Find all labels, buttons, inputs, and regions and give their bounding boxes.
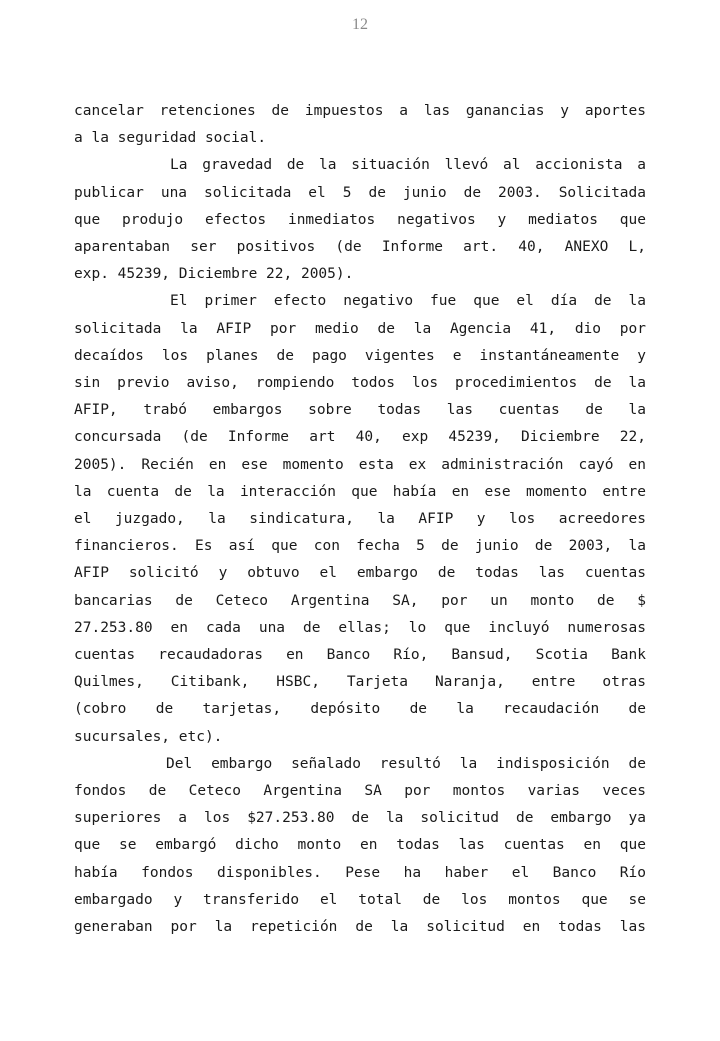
text-line: 2005). Recién en ese momento esta ex administración cayó en <box>74 456 646 473</box>
text-line: superiores a los $27.253.80 de la solicitud de embargo ya <box>74 810 646 827</box>
text-line: exp. 45239, Diciembre 22, 2005). <box>74 266 354 283</box>
text-line: solicitada la AFIP por medio de la Agencia 41, dio por <box>74 320 646 337</box>
text-line: a la seguridad social. <box>74 130 267 147</box>
text-line: financieros. Es así que con fecha 5 de junio de 2003, la <box>74 538 646 555</box>
paragraph-2 <box>74 152 646 288</box>
text-line: sin previo aviso, rompiendo todos los procedimientos de la <box>74 375 646 392</box>
text-line: cancelar retenciones de impuestos a las ganancias y aportes <box>74 103 646 119</box>
text-line: Del embargo señalado resultó la indisposición de <box>166 755 646 772</box>
text-line: El primer efecto negativo fue que el día de la <box>170 293 646 310</box>
text-line: (cobro de tarjetas, depósito de la recaudación de <box>74 701 646 718</box>
text-line: cuentas recaudadoras en Banco Río, Bansud, Scotia Bank <box>74 647 646 664</box>
text-line: el juzgado, la sindicatura, la AFIP y los acreedores <box>74 511 646 528</box>
text-line: publicar una solicitada el 5 de junio de 2003. Solicitada <box>74 184 646 201</box>
page-number: 12 <box>352 16 368 33</box>
text-line: fondos de Ceteco Argentina SA por montos varias veces <box>74 783 646 800</box>
text-line: bancarias de Ceteco Argentina SA, por un monto de $ <box>74 592 646 609</box>
text-line: la cuenta de la interacción que había en ese momento entre <box>74 483 646 500</box>
text-line: aparentaban ser positivos (de Informe art. 40, ANEXO L, <box>74 239 646 256</box>
text-line: AFIP, trabó embargos sobre todas las cuentas de la <box>74 402 646 419</box>
text-line: Quilmes, Citibank, HSBC, Tarjeta Naranja, entre otras <box>74 674 646 691</box>
text-line: La gravedad de la situación llevó al accionista a <box>170 157 646 174</box>
text-line: sucursales, etc). <box>74 728 223 745</box>
text-line: embargado y transferido el total de los montos que se <box>74 891 646 908</box>
text-line: que produjo efectos inmediatos negativos y mediatos que <box>74 211 646 228</box>
paragraph-4 <box>74 751 646 941</box>
document-body <box>74 98 646 941</box>
text-line: 27.253.80 en cada una de ellas; lo que incluyó numerosas <box>74 619 646 636</box>
text-line: decaídos los planes de pago vigentes e instantáneamente y <box>74 347 646 364</box>
paragraph-3 <box>74 288 646 750</box>
paragraph-1 <box>74 98 646 152</box>
text-line: AFIP solicitó y obtuvo el embargo de todas las cuentas <box>74 565 646 582</box>
text-line: que se embargó dicho monto en todas las cuentas en que <box>74 837 646 854</box>
text-line: generaban por la repetición de la solicitud en todas las <box>74 919 646 936</box>
text-line: concursada (de Informe art 40, exp 45239, Diciembre 22, <box>74 429 646 446</box>
text-line: había fondos disponibles. Pese ha haber el Banco Río <box>74 864 646 881</box>
